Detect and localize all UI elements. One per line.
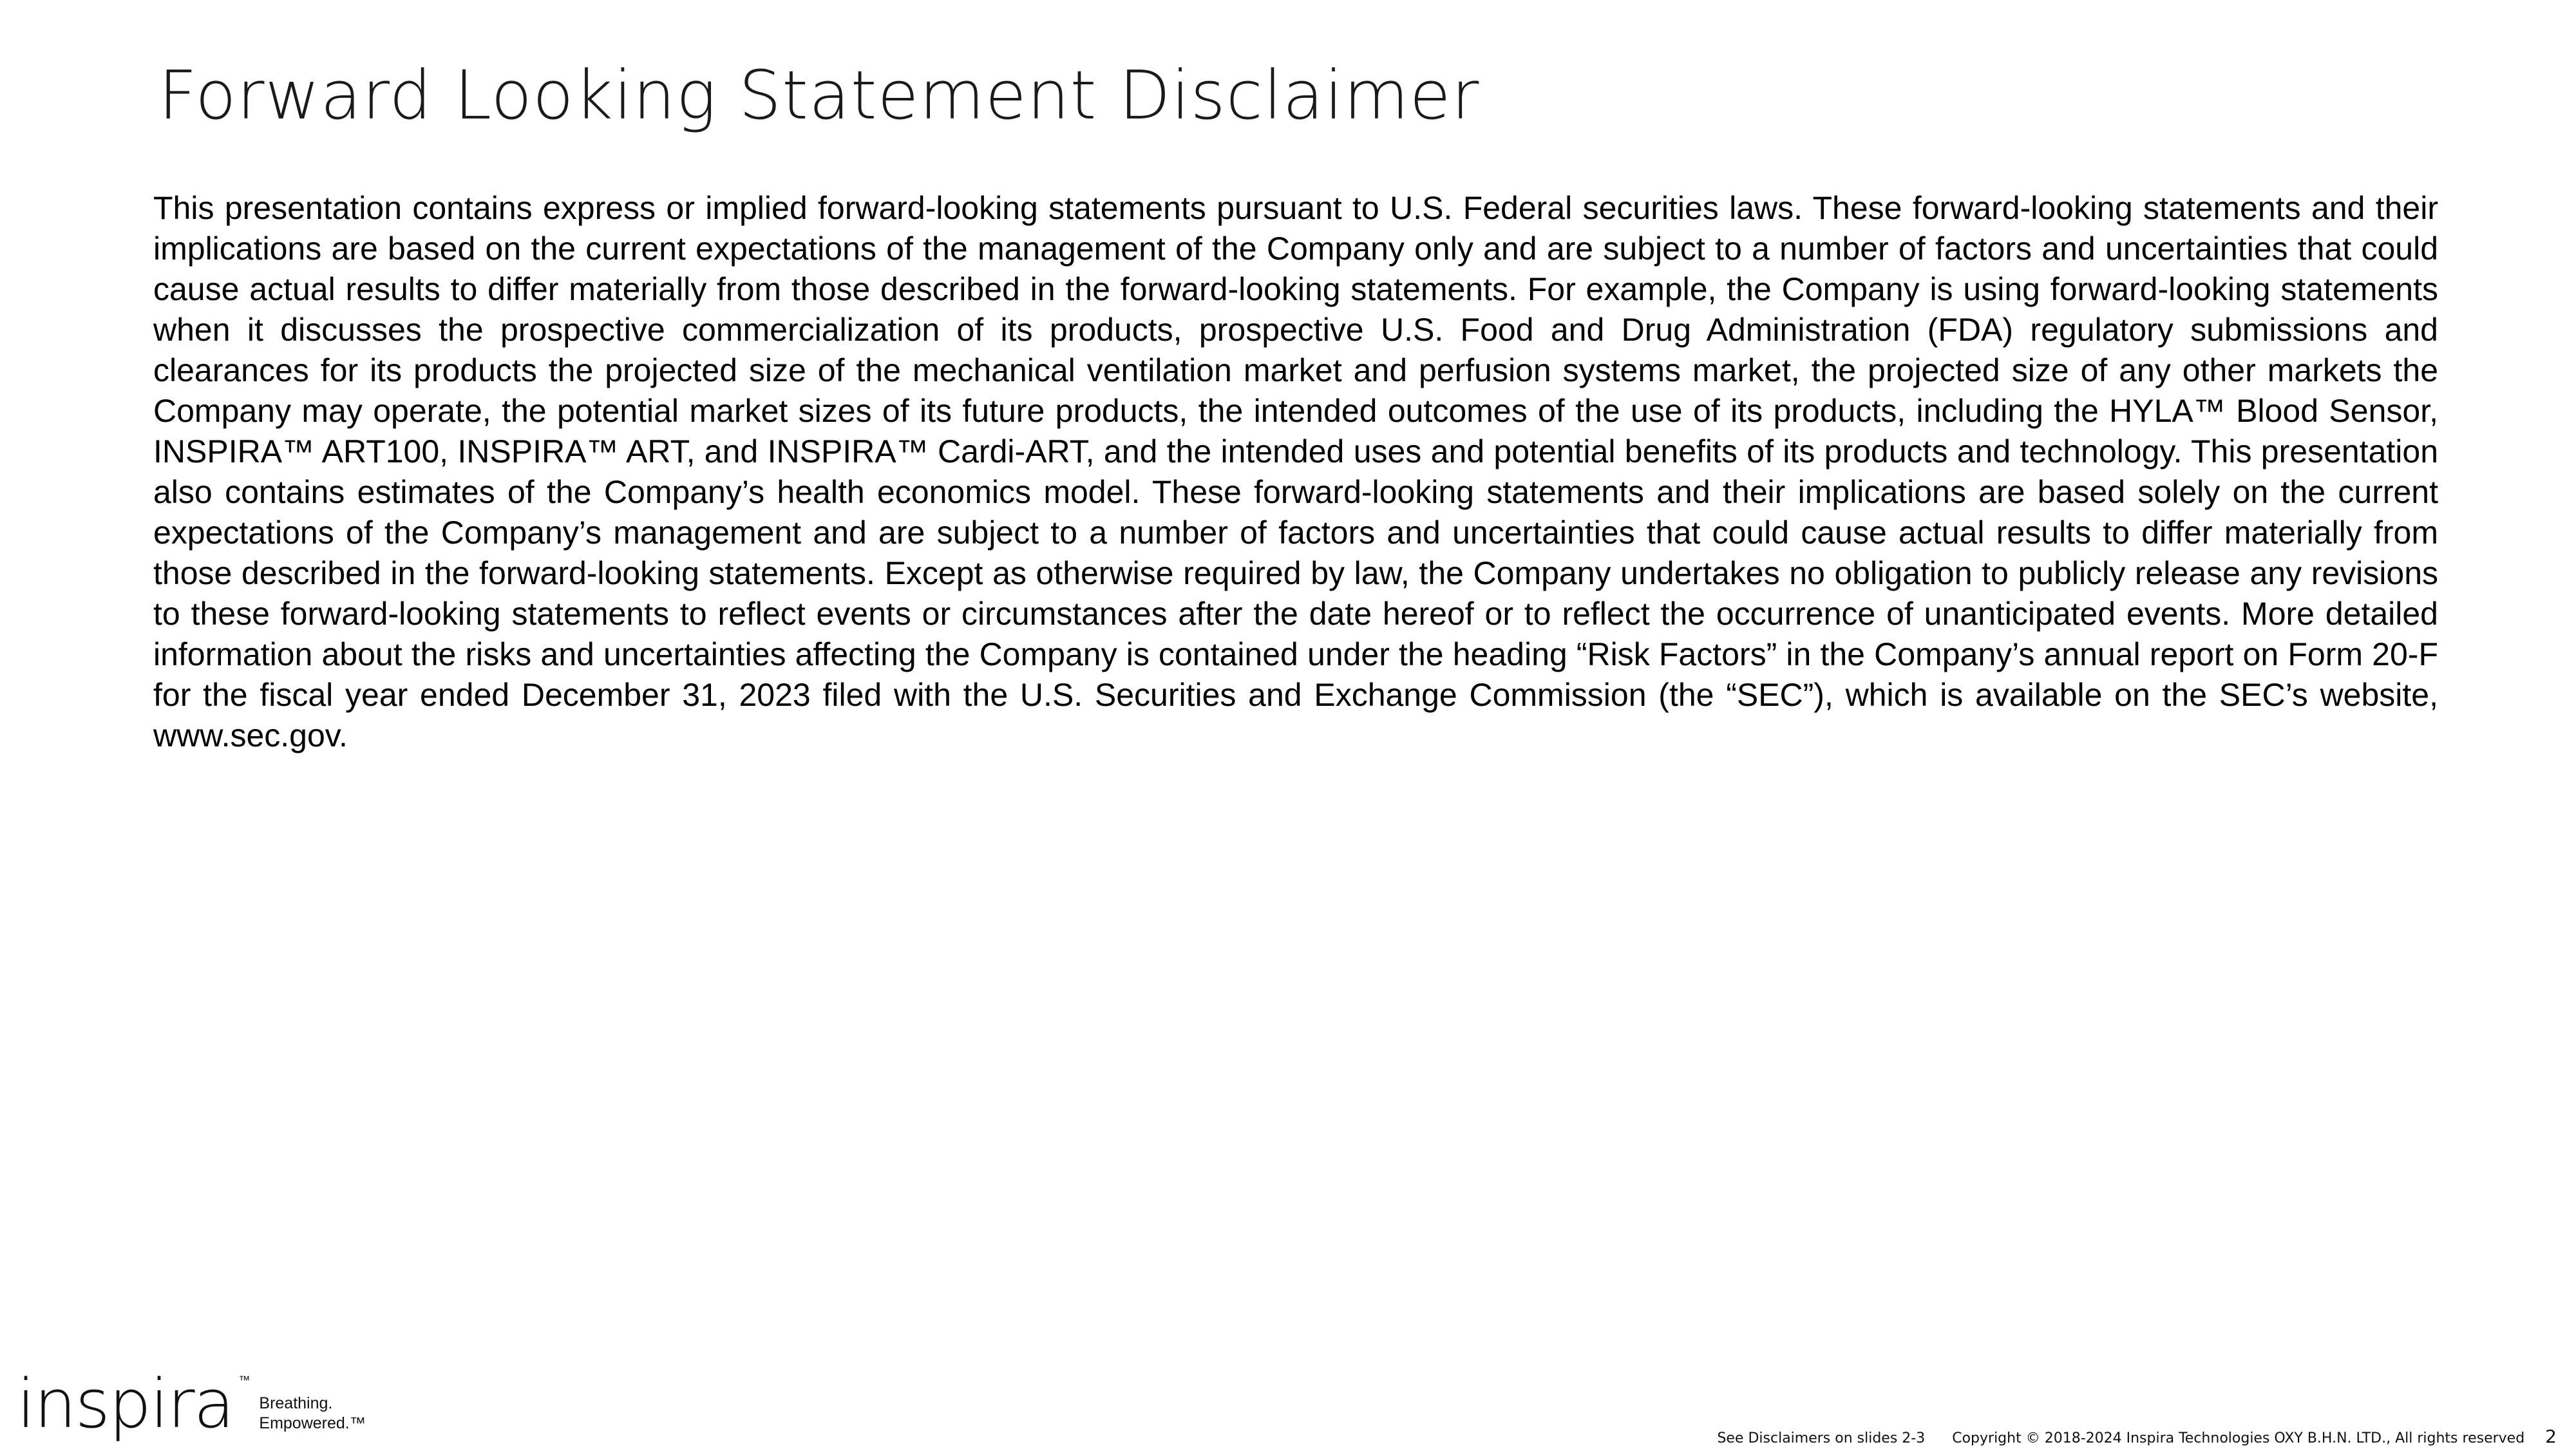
logo-trademark: ™: [238, 1374, 251, 1387]
disclaimer-body-text: This presentation contains express or implied forward-looking statements pursuant to U.S. Federal securities laws. These forward-looking statements and their implications are based on the current expectations of the management of the Company only and are subject to a number of factors and uncertainties that could cause actual results to differ materially from those described in the forward-looking statements. For example, the Company is using forward-looking statements when it discusses the prospective commercialization of its products, prospective U.S. Food and Drug Administration (FDA) regulatory submissions and clearances for its products the projected size of the mechanical ventilation market and perfusion systems market, the projected size of any other markets the Company may operate, the potential market sizes of its future products, the intended outcomes of the use of its products, including the HYLA™ Blood Sensor, INSPIRA™ ART100, INSPIRA™ ART, and INSPIRA™ Cardi-ART, and the intended uses and potential benefits of its products and technology. This presentation also contains estimates of the Company’s health economics model. These forward-looking statements and their implications are based solely on the current expectations of the Company’s management and are subject to a number of factors and uncertainties that could cause actual results to differ materially from those described in the forward-looking statements. Except as otherwise required by law, the Company undertakes no obligation to publicly release any revisions to these forward-looking statements to reflect events or circumstances after the date hereof or to reflect the occurrence of unanticipated events. More detailed information about the risks and uncertainties affecting the Company is contained under the heading “Risk Factors” in the Company’s annual report on Form 20-F for the fiscal year ended December 31, 2023 filed with the U.S. Securities and Exchange Commission (the “SEC”), which is available on the SEC’s website, www.sec.gov.: [153, 190, 2438, 753]
inspira-logo: [17, 1365, 366, 1443]
footer-disclaimer-note: See Disclaimers on slides 2-3: [1717, 1430, 1926, 1446]
logo-tagline-line1: Breathing.: [259, 1394, 333, 1412]
page-number: 2: [2545, 1426, 2557, 1447]
slide-footer: [1717, 1428, 2557, 1447]
logo-tagline-line2: Empowered.™: [259, 1414, 366, 1432]
slide-title: Forward Looking Statement Disclaimer: [158, 56, 1480, 135]
footer-copyright: Copyright © 2018-2024 Inspira Technologies OXY B.H.N. LTD., All rights reserved: [1952, 1430, 2525, 1446]
logo-tagline: [259, 1394, 365, 1434]
logo-wordmark: [17, 1365, 251, 1443]
logo-wordmark-text: inspira: [17, 1365, 234, 1443]
